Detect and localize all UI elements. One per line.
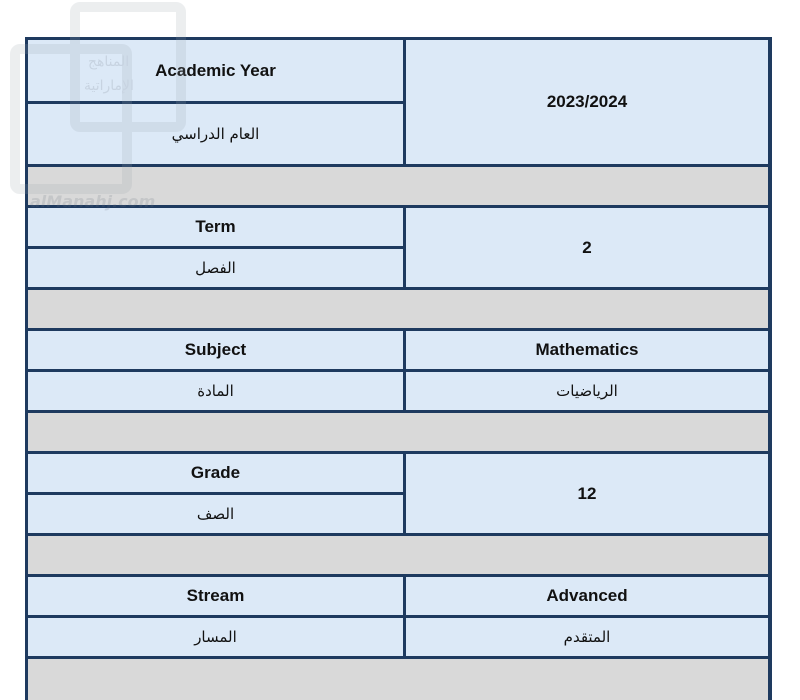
term-label-ar: الفصل: [28, 249, 403, 287]
grade-label-en: Grade: [28, 454, 403, 492]
separator-row: [28, 659, 768, 700]
stream-label-en: Stream: [28, 577, 403, 615]
subject-value-ar: الرياضيات: [406, 372, 768, 410]
stream-value-ar: المتقدم: [406, 618, 768, 656]
academic-year-label-en: Academic Year: [28, 40, 403, 101]
separator-row: [28, 290, 768, 328]
info-table: [25, 37, 772, 700]
term-value: 2: [406, 208, 768, 287]
subject-label-ar: المادة: [28, 372, 403, 410]
subject-label-en: Subject: [28, 331, 403, 369]
academic-year-label-ar: العام الدراسي: [28, 104, 403, 164]
stream-value-en: Advanced: [406, 577, 768, 615]
separator-row: [28, 536, 768, 574]
term-label-en: Term: [28, 208, 403, 246]
subject-value-en: Mathematics: [406, 331, 768, 369]
grade-value: 12: [406, 454, 768, 533]
academic-year-value: 2023/2024: [406, 40, 768, 164]
stream-label-ar: المسار: [28, 618, 403, 656]
separator-row: [28, 167, 768, 205]
separator-row: [28, 413, 768, 451]
grade-label-ar: الصف: [28, 495, 403, 533]
